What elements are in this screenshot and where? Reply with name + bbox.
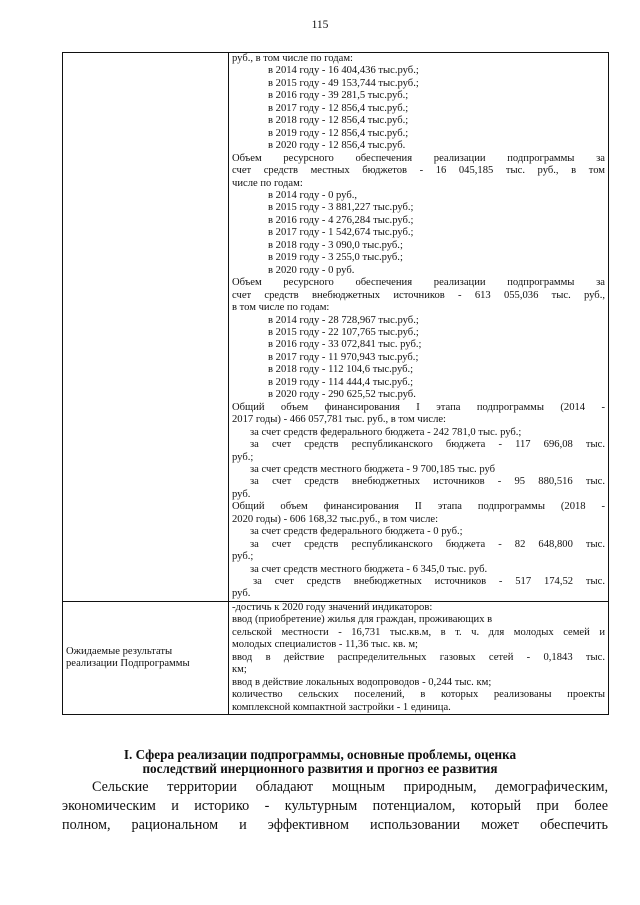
funding-line: в 2018 году - 3 090,0 тыс.руб.; [268, 239, 403, 251]
results-line: количество сельских поселений, в которых реализованы проекты [232, 689, 605, 701]
funding-line: в 2017 году - 1 542,674 тыс.руб.; [268, 227, 414, 239]
results-line: молодых специалистов - 11,36 тыс. кв. м; [232, 639, 419, 651]
results-line: ввод в действие локальных водопроводов - 0,244 тыс. км; [232, 676, 492, 688]
results-line: сельской местности - 16,731 тыс.кв.м, в т. ч. для молодых семей и [232, 626, 605, 638]
funding-line: 2017 годы) - 466 057,781 тыс. руб., в том числе: [232, 414, 447, 426]
body-paragraph [62, 778, 608, 835]
funding-line: руб. [232, 588, 251, 600]
section-heading-line: I. Сфера реализации подпрограммы, основные проблемы, оценка [123, 747, 517, 762]
results-label-line: реализации Подпрограммы [66, 657, 190, 669]
funding-line: в 2014 году - 0 руб., [268, 189, 358, 201]
funding-line: счет средств внебюджетных источников - 613 055,036 тыс. руб., [232, 289, 605, 301]
funding-line: Объем ресурсного обеспечения реализации подпрограммы за [232, 152, 605, 164]
funding-line: в 2014 году - 28 728,967 тыс.руб.; [268, 314, 419, 326]
results-line: км; [232, 664, 247, 676]
funding-line: руб. [232, 488, 251, 500]
funding-label-cell [63, 53, 229, 602]
funding-line: за счет средств федерального бюджета - 242 781,0 тыс. руб.; [250, 426, 522, 438]
results-label-line: Ожидаемые результаты [66, 645, 173, 657]
funding-line: в 2017 году - 11 970,943 тыс.руб.; [268, 351, 419, 363]
table-row-funding [63, 53, 609, 602]
funding-line: в 2018 году - 12 856,4 тыс.руб.; [268, 115, 409, 127]
funding-line: руб.; [232, 451, 254, 463]
funding-line: за счет средств местного бюджета - 9 700,185 тыс. руб [250, 463, 496, 475]
paragraph-line: полном, рациональном и эффективном использовании может обеспечить [62, 817, 608, 833]
funding-line: в 2014 году - 16 404,436 тыс.руб.; [268, 65, 419, 77]
results-label-cell [63, 601, 229, 714]
funding-line: Общий объем финансирования II этапа подпрограммы (2018 - [232, 501, 605, 513]
funding-line: в 2018 году - 112 104,6 тыс.руб.; [268, 364, 414, 376]
funding-line: руб.; [232, 551, 254, 563]
section-heading-line: последствий инерционного развития и прогноз ее развития [142, 761, 498, 776]
funding-line: в 2015 году - 49 153,744 тыс.руб.; [268, 77, 419, 89]
results-cell [229, 601, 609, 714]
funding-line: в 2016 году - 39 281,5 тыс.руб.; [268, 90, 409, 102]
page-number: 115 [311, 19, 329, 31]
table-row-results [63, 601, 609, 714]
results-line: ввод (приобретение) жилья для граждан, проживающих в [232, 614, 493, 626]
funding-line: в 2020 году - 290 625,52 тыс.руб. [268, 389, 416, 401]
funding-line: в 2019 году - 12 856,4 тыс.руб.; [268, 127, 409, 139]
funding-line: в том числе по годам: [232, 302, 330, 314]
funding-line: Общий объем финансирования I этапа подпрограммы (2014 - [232, 401, 605, 413]
funding-line: за счет средств внебюджетных источников - 95 880,516 тыс. [250, 476, 605, 488]
funding-line: руб., в том числе по годам: [232, 53, 353, 64]
funding-line: в 2020 году - 12 856,4 тыс.руб. [268, 140, 406, 152]
results-line: комплексной компактной застройки - 1 единица. [232, 701, 451, 713]
funding-line: за счет средств местного бюджета - 6 345,0 тыс. руб. [250, 563, 488, 575]
funding-line: в 2016 году - 33 072,841 тыс. руб.; [268, 339, 422, 351]
results-line: -достичь к 2020 году значений индикаторов: [232, 601, 433, 613]
funding-line: за счет средств федерального бюджета - 0 руб.; [250, 526, 463, 538]
funding-line: Объем ресурсного обеспечения реализации подпрограммы за [232, 277, 605, 289]
funding-line: за счет средств внебюджетных источников - 517 174,52 тыс. [253, 576, 605, 588]
paragraph-line: Сельские территории обладают мощным природным, демографическим, [92, 779, 608, 795]
funding-line: счет средств местных бюджетов - 16 045,185 тыс. руб., в том [232, 165, 605, 177]
funding-line: в 2016 году - 4 276,284 тыс.руб.; [268, 214, 414, 226]
funding-cell [229, 53, 609, 602]
funding-line: в 2015 году - 22 107,765 тыс.руб.; [268, 326, 419, 338]
subprogram-passport-table [62, 52, 609, 715]
funding-line: в 2015 году - 3 881,227 тыс.руб.; [268, 202, 414, 214]
funding-line: 2020 годы) - 606 168,32 тыс.руб., в том числе: [232, 513, 439, 525]
paragraph-line: экономическим и историко - культурным потенциалом, который при более [62, 798, 608, 814]
funding-line: числе по годам: [232, 177, 303, 189]
results-line: ввод в действие распределительных газовых сетей - 0,1843 тыс. [232, 651, 605, 663]
funding-line: за счет средств республиканского бюджета - 117 696,08 тыс. [250, 439, 605, 451]
funding-line: в 2019 году - 114 444,4 тыс.руб.; [268, 376, 414, 388]
funding-line: в 2017 году - 12 856,4 тыс.руб.; [268, 102, 409, 114]
funding-line: за счет средств республиканского бюджета - 82 648,800 тыс. [250, 538, 605, 550]
funding-line: в 2019 году - 3 255,0 тыс.руб.; [268, 252, 403, 264]
funding-line: в 2020 году - 0 руб. [268, 264, 355, 276]
section-heading [0, 748, 640, 776]
